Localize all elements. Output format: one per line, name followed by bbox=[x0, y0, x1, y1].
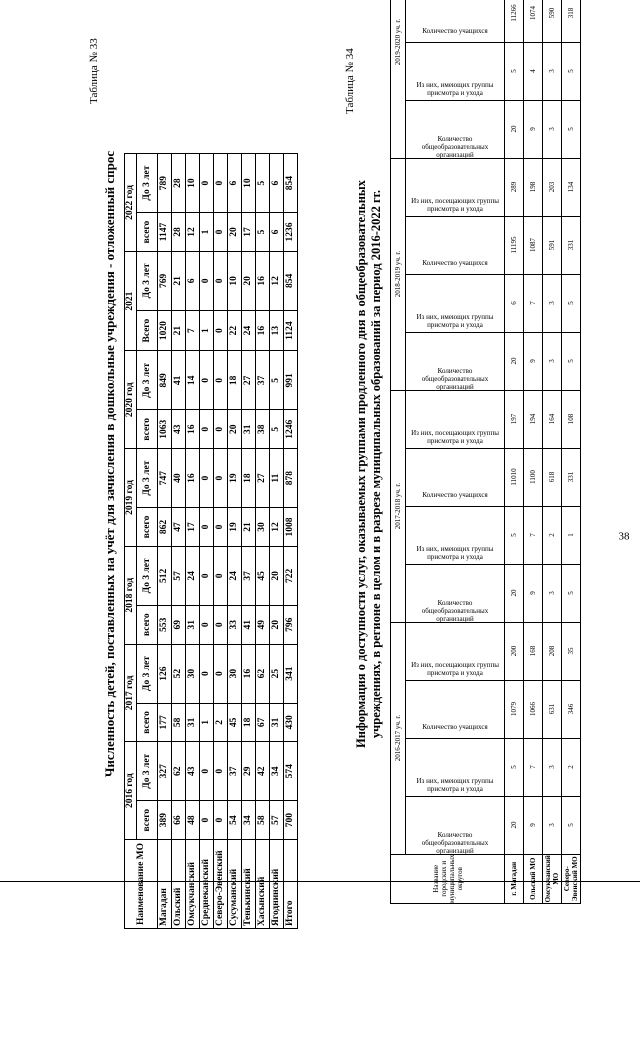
value-cell: 0 bbox=[214, 605, 228, 644]
header-sub: До 3 лет bbox=[137, 546, 158, 605]
header-sub bbox=[406, 42, 505, 100]
value-cell: 9 bbox=[524, 564, 543, 622]
value-cell: 3 bbox=[543, 332, 562, 390]
row-mo: Хасынский bbox=[256, 840, 270, 929]
table-row bbox=[186, 154, 200, 929]
value-cell: 20 bbox=[242, 251, 256, 310]
value-cell: 1087 bbox=[524, 216, 543, 274]
header-sub bbox=[406, 390, 505, 448]
value-cell: 27 bbox=[242, 351, 256, 410]
value-cell: 1 bbox=[562, 506, 581, 564]
header-sub bbox=[406, 738, 505, 796]
value-cell: 49 bbox=[256, 605, 270, 644]
value-cell: 0 bbox=[200, 644, 214, 703]
header-sub-text: Количество общеобразовательных организаций bbox=[421, 134, 489, 159]
value-cell: 58 bbox=[172, 703, 186, 742]
value-cell: 168 bbox=[524, 622, 543, 680]
header-sub-text: Из них, посещающих группы присмотра и ухода bbox=[411, 660, 499, 677]
value-cell: 45 bbox=[228, 703, 242, 742]
value-cell: 31 bbox=[186, 605, 200, 644]
value-cell: 20 bbox=[505, 564, 524, 622]
value-cell: 43 bbox=[186, 742, 200, 801]
header-mo: Название городских и муниципальных округов bbox=[391, 854, 505, 903]
value-cell: 20 bbox=[228, 410, 242, 449]
row-mo: Среднеканский bbox=[200, 840, 214, 929]
value-cell: 16 bbox=[186, 410, 200, 449]
header-sub: До 3 лет bbox=[137, 351, 158, 410]
value-cell: 5 bbox=[256, 213, 270, 252]
header-sub bbox=[406, 506, 505, 564]
value-cell: 0 bbox=[200, 449, 214, 508]
header-sub bbox=[406, 274, 505, 332]
header-year: 2018-2019 уч. г. bbox=[391, 158, 406, 390]
table-row bbox=[543, 0, 562, 904]
value-cell: 134 bbox=[562, 158, 581, 216]
header-sub-text: Количество общеобразовательных организаций bbox=[421, 830, 489, 855]
value-cell: 34 bbox=[242, 801, 256, 840]
row-mo: Омсукчанский МО bbox=[544, 855, 560, 903]
header-year: 2019 год bbox=[125, 449, 137, 547]
header-sub bbox=[406, 680, 505, 738]
value-cell: 769 bbox=[158, 251, 172, 310]
value-cell: 19 bbox=[228, 449, 242, 508]
value-cell: 0 bbox=[200, 251, 214, 310]
value-cell: 747 bbox=[158, 449, 172, 508]
value-cell: 10 bbox=[242, 154, 256, 213]
value-cell: 0 bbox=[200, 508, 214, 547]
header-sub-text: Количество учащихся bbox=[422, 490, 488, 499]
value-cell: 5 bbox=[505, 506, 524, 564]
value-cell: 0 bbox=[214, 801, 228, 840]
header-year: 2022 год bbox=[125, 154, 137, 252]
value-cell: 331 bbox=[562, 216, 581, 274]
value-cell: 16 bbox=[186, 449, 200, 508]
header-sub bbox=[406, 216, 505, 274]
value-cell: 41 bbox=[172, 351, 186, 410]
value-cell: 331 bbox=[562, 448, 581, 506]
value-cell: 40 bbox=[172, 449, 186, 508]
value-cell: 0 bbox=[214, 410, 228, 449]
value-cell: 4 bbox=[524, 42, 543, 100]
value-cell: 66 bbox=[172, 801, 186, 840]
value-cell: 10 bbox=[186, 154, 200, 213]
header-sub bbox=[406, 0, 505, 42]
table34-title-line1: Информация о доступности услуг, оказываемых группами продленного дня в общеобразовательных bbox=[354, 180, 368, 748]
value-cell: 0 bbox=[200, 801, 214, 840]
value-cell: 126 bbox=[158, 644, 172, 703]
value-cell: 42 bbox=[256, 742, 270, 801]
value-cell: 1020 bbox=[158, 310, 172, 351]
value-cell: 7 bbox=[524, 274, 543, 332]
value-cell: 7 bbox=[524, 738, 543, 796]
header-sub: Всего bbox=[137, 310, 158, 351]
value-cell: 47 bbox=[172, 508, 186, 547]
value-cell: 854 bbox=[284, 251, 298, 310]
value-cell: 6 bbox=[270, 213, 284, 252]
value-cell: 27 bbox=[256, 449, 270, 508]
header-sub: всего bbox=[137, 703, 158, 742]
table-row bbox=[524, 0, 543, 904]
value-cell: 1008 bbox=[284, 508, 298, 547]
header-year: 2019-2020 уч. г. bbox=[391, 0, 406, 158]
table34 bbox=[390, 0, 581, 904]
header-mo: Наименование МО bbox=[125, 840, 158, 929]
value-cell: 0 bbox=[214, 742, 228, 801]
header-sub bbox=[406, 796, 505, 854]
value-cell: 0 bbox=[200, 154, 214, 213]
value-cell: 849 bbox=[158, 351, 172, 410]
table-row bbox=[256, 154, 270, 929]
value-cell: 1074 bbox=[524, 0, 543, 42]
value-cell: 1 bbox=[200, 703, 214, 742]
row-mo: Итого bbox=[284, 840, 298, 929]
row-mo: Омсукчанский bbox=[186, 840, 200, 929]
value-cell: 0 bbox=[214, 213, 228, 252]
value-cell: 17 bbox=[242, 213, 256, 252]
header-sub-text: Из них, имеющих группы присмотра и ухода bbox=[416, 776, 494, 793]
value-cell: 35 bbox=[562, 622, 581, 680]
value-cell: 5 bbox=[562, 796, 581, 854]
value-cell: 0 bbox=[214, 546, 228, 605]
table-row bbox=[270, 154, 284, 929]
value-cell: 30 bbox=[186, 644, 200, 703]
header-sub-text: Количество учащихся bbox=[422, 258, 488, 267]
value-cell: 197 bbox=[505, 390, 524, 448]
value-cell: 31 bbox=[270, 703, 284, 742]
value-cell: 34 bbox=[270, 742, 284, 801]
value-cell: 862 bbox=[158, 508, 172, 547]
value-cell: 16 bbox=[256, 251, 270, 310]
row-mo: Ольский bbox=[172, 840, 186, 929]
value-cell: 11 bbox=[270, 449, 284, 508]
row-mo: Ягоднинский bbox=[270, 840, 284, 929]
value-cell: 2 bbox=[562, 738, 581, 796]
value-cell: 591 bbox=[543, 216, 562, 274]
value-cell: 796 bbox=[284, 605, 298, 644]
value-cell: 12 bbox=[270, 508, 284, 547]
value-cell: 1 bbox=[200, 213, 214, 252]
value-cell: 20 bbox=[270, 605, 284, 644]
value-cell: 3 bbox=[543, 100, 562, 158]
value-cell: 1236 bbox=[284, 213, 298, 252]
value-cell: 28 bbox=[172, 213, 186, 252]
value-cell: 5 bbox=[562, 332, 581, 390]
value-cell: 11010 bbox=[505, 448, 524, 506]
value-cell: 194 bbox=[524, 390, 543, 448]
value-cell: 24 bbox=[228, 546, 242, 605]
value-cell: 21 bbox=[172, 310, 186, 351]
value-cell: 37 bbox=[228, 742, 242, 801]
value-cell: 6 bbox=[186, 251, 200, 310]
table-row bbox=[284, 154, 298, 929]
value-cell: 0 bbox=[214, 508, 228, 547]
table-row bbox=[172, 154, 186, 929]
value-cell: 13 bbox=[270, 310, 284, 351]
table33 bbox=[124, 153, 298, 929]
value-cell: 52 bbox=[172, 644, 186, 703]
value-cell: 18 bbox=[242, 703, 256, 742]
value-cell: 24 bbox=[186, 546, 200, 605]
value-cell: 0 bbox=[214, 351, 228, 410]
header-year: 2016-2017 уч. г. bbox=[391, 622, 406, 854]
value-cell: 327 bbox=[158, 742, 172, 801]
value-cell: 878 bbox=[284, 449, 298, 508]
value-cell: 631 bbox=[543, 680, 562, 738]
value-cell: 3 bbox=[543, 738, 562, 796]
value-cell: 618 bbox=[543, 448, 562, 506]
header-year: 2021 bbox=[125, 251, 137, 351]
value-cell: 9 bbox=[524, 100, 543, 158]
value-cell: 9 bbox=[524, 796, 543, 854]
header-sub-text: Количество общеобразовательных организаций bbox=[421, 598, 489, 623]
value-cell: 200 bbox=[505, 622, 524, 680]
table-row bbox=[228, 154, 242, 929]
value-cell: 29 bbox=[242, 742, 256, 801]
value-cell: 11195 bbox=[505, 216, 524, 274]
value-cell: 5 bbox=[505, 42, 524, 100]
value-cell: 58 bbox=[256, 801, 270, 840]
value-cell: 430 bbox=[284, 703, 298, 742]
value-cell: 0 bbox=[200, 605, 214, 644]
row-mo: Магадан bbox=[158, 840, 172, 929]
table-row bbox=[158, 154, 172, 929]
value-cell: 177 bbox=[158, 703, 172, 742]
header-year: 2020 год bbox=[125, 351, 137, 449]
header-sub bbox=[406, 622, 505, 680]
header-year: 2018 год bbox=[125, 546, 137, 644]
value-cell: 341 bbox=[284, 644, 298, 703]
value-cell: 17 bbox=[186, 508, 200, 547]
value-cell: 0 bbox=[200, 351, 214, 410]
value-cell: 5 bbox=[562, 274, 581, 332]
value-cell: 3 bbox=[543, 796, 562, 854]
value-cell: 1079 bbox=[505, 680, 524, 738]
header-sub: всего bbox=[137, 213, 158, 252]
value-cell: 30 bbox=[256, 508, 270, 547]
value-cell: 574 bbox=[284, 742, 298, 801]
value-cell: 57 bbox=[270, 801, 284, 840]
value-cell: 20 bbox=[228, 213, 242, 252]
header-sub bbox=[406, 158, 505, 216]
header-sub: До 3 лет bbox=[137, 251, 158, 310]
value-cell: 21 bbox=[172, 251, 186, 310]
value-cell: 37 bbox=[242, 546, 256, 605]
value-cell: 1246 bbox=[284, 410, 298, 449]
table-row bbox=[562, 0, 581, 904]
value-cell: 45 bbox=[256, 546, 270, 605]
value-cell: 33 bbox=[228, 605, 242, 644]
value-cell: 198 bbox=[524, 158, 543, 216]
header-sub-text: Из них, имеющих группы присмотра и ухода bbox=[416, 544, 494, 561]
value-cell: 208 bbox=[543, 622, 562, 680]
value-cell: 20 bbox=[505, 796, 524, 854]
header-year: 2016 год bbox=[125, 742, 137, 840]
page-number: 38 bbox=[618, 530, 630, 543]
value-cell: 18 bbox=[228, 351, 242, 410]
value-cell: 991 bbox=[284, 351, 298, 410]
header-sub: всего bbox=[137, 508, 158, 547]
header-sub-text: Из них, имеющих группы присмотра и ухода bbox=[416, 312, 494, 329]
table-row bbox=[505, 0, 524, 904]
value-cell: 30 bbox=[228, 644, 242, 703]
table-row bbox=[242, 154, 256, 929]
value-cell: 5 bbox=[270, 410, 284, 449]
value-cell: 38 bbox=[256, 410, 270, 449]
value-cell: 37 bbox=[256, 351, 270, 410]
value-cell: 0 bbox=[214, 251, 228, 310]
value-cell: 20 bbox=[505, 332, 524, 390]
value-cell: 19 bbox=[228, 508, 242, 547]
value-cell: 5 bbox=[562, 42, 581, 100]
value-cell: 28 bbox=[172, 154, 186, 213]
table-row bbox=[214, 154, 228, 929]
row-mo: Ольский МО bbox=[524, 854, 543, 903]
value-cell: 25 bbox=[270, 644, 284, 703]
value-cell: 16 bbox=[242, 644, 256, 703]
row-mo: Северо-Эвенский МО bbox=[562, 854, 581, 903]
value-cell: 0 bbox=[200, 410, 214, 449]
value-cell: 5 bbox=[256, 154, 270, 213]
header-sub: всего bbox=[137, 410, 158, 449]
value-cell: 10 bbox=[228, 251, 242, 310]
value-cell: 164 bbox=[543, 390, 562, 448]
value-cell: 69 bbox=[172, 605, 186, 644]
value-cell: 62 bbox=[172, 742, 186, 801]
header-sub bbox=[406, 100, 505, 158]
value-cell: 11266 bbox=[505, 0, 524, 42]
value-cell: 21 bbox=[242, 508, 256, 547]
table33-title: Численность детей, поставленных на учёт для зачисления в дошкольные учреждения - отложенный спрос bbox=[102, 150, 117, 778]
value-cell: 20 bbox=[270, 546, 284, 605]
value-cell: 203 bbox=[543, 158, 562, 216]
value-cell: 0 bbox=[214, 644, 228, 703]
value-cell: 0 bbox=[200, 546, 214, 605]
value-cell: 12 bbox=[186, 213, 200, 252]
value-cell: 108 bbox=[562, 390, 581, 448]
row-mo: Сусуманский bbox=[228, 840, 242, 929]
value-cell: 2 bbox=[543, 506, 562, 564]
header-sub-text: Количество учащихся bbox=[422, 722, 488, 731]
header-sub-text: Из них, посещающих группы присмотра и ухода bbox=[411, 196, 499, 213]
value-cell: 43 bbox=[172, 410, 186, 449]
header-sub: всего bbox=[137, 801, 158, 840]
header-sub-text: Количество общеобразовательных организаций bbox=[421, 366, 489, 391]
value-cell: 18 bbox=[242, 449, 256, 508]
value-cell: 14 bbox=[186, 351, 200, 410]
row-mo: Тенькинский bbox=[242, 840, 256, 929]
value-cell: 62 bbox=[256, 644, 270, 703]
value-cell: 0 bbox=[214, 449, 228, 508]
value-cell: 0 bbox=[214, 154, 228, 213]
value-cell: 1066 bbox=[524, 680, 543, 738]
value-cell: 20 bbox=[505, 100, 524, 158]
header-sub-text: Из них, посещающих группы присмотра и ухода bbox=[411, 428, 499, 445]
header-year: 2017-2018 уч. г. bbox=[391, 390, 406, 622]
value-cell: 3 bbox=[543, 42, 562, 100]
value-cell: 57 bbox=[172, 546, 186, 605]
header-sub bbox=[406, 332, 505, 390]
header-sub: До 3 лет bbox=[137, 644, 158, 703]
value-cell: 6 bbox=[505, 274, 524, 332]
value-cell: 3 bbox=[543, 274, 562, 332]
value-cell: 0 bbox=[214, 310, 228, 351]
value-cell: 854 bbox=[284, 154, 298, 213]
value-cell: 5 bbox=[505, 738, 524, 796]
value-cell: 12 bbox=[270, 251, 284, 310]
header-sub: До 3 лет bbox=[137, 449, 158, 508]
value-cell: 1063 bbox=[158, 410, 172, 449]
header-sub-text: Из них, имеющих группы присмотра и ухода bbox=[416, 80, 494, 97]
value-cell: 3 bbox=[543, 564, 562, 622]
table34-label: Таблица № 34 bbox=[344, 48, 356, 114]
value-cell: 6 bbox=[228, 154, 242, 213]
value-cell: 1 bbox=[200, 310, 214, 351]
value-cell: 1124 bbox=[284, 310, 298, 351]
value-cell: 2 bbox=[214, 703, 228, 742]
header-sub: До 3 лет bbox=[137, 742, 158, 801]
value-cell: 722 bbox=[284, 546, 298, 605]
table33-label: Таблица № 33 bbox=[88, 38, 100, 104]
value-cell: 5 bbox=[562, 564, 581, 622]
value-cell: 22 bbox=[228, 310, 242, 351]
header-sub-text: Количество учащихся bbox=[422, 26, 488, 35]
header-sub bbox=[406, 564, 505, 622]
value-cell: 700 bbox=[284, 801, 298, 840]
header-year: 2017 год bbox=[125, 644, 137, 742]
value-cell: 5 bbox=[562, 100, 581, 158]
value-cell: 67 bbox=[256, 703, 270, 742]
value-cell: 31 bbox=[242, 410, 256, 449]
value-cell: 0 bbox=[200, 742, 214, 801]
value-cell: 289 bbox=[505, 158, 524, 216]
value-cell: 24 bbox=[242, 310, 256, 351]
header-sub: До 3 лет bbox=[137, 154, 158, 213]
value-cell: 6 bbox=[270, 154, 284, 213]
value-cell: 318 bbox=[562, 0, 581, 42]
value-cell: 41 bbox=[242, 605, 256, 644]
value-cell: 389 bbox=[158, 801, 172, 840]
value-cell: 48 bbox=[186, 801, 200, 840]
row-mo: Северо-Эвенский bbox=[214, 840, 228, 929]
value-cell: 1147 bbox=[158, 213, 172, 252]
value-cell: 31 bbox=[186, 703, 200, 742]
value-cell: 7 bbox=[524, 506, 543, 564]
table-row bbox=[200, 154, 214, 929]
value-cell: 512 bbox=[158, 546, 172, 605]
table34-title-line2: учреждениях, в регионе в целом и в разрезе муниципальных образований за период 2016-2022 гг. bbox=[369, 189, 383, 739]
value-cell: 1100 bbox=[524, 448, 543, 506]
value-cell: 5 bbox=[270, 351, 284, 410]
value-cell: 553 bbox=[158, 605, 172, 644]
header-sub: всего bbox=[137, 605, 158, 644]
value-cell: 9 bbox=[524, 332, 543, 390]
value-cell: 16 bbox=[256, 310, 270, 351]
header-sub bbox=[406, 448, 505, 506]
value-cell: 590 bbox=[543, 0, 562, 42]
value-cell: 54 bbox=[228, 801, 242, 840]
value-cell: 789 bbox=[158, 154, 172, 213]
value-cell: 346 bbox=[562, 680, 581, 738]
value-cell: 7 bbox=[186, 310, 200, 351]
row-mo: г. Магадан bbox=[505, 854, 524, 903]
